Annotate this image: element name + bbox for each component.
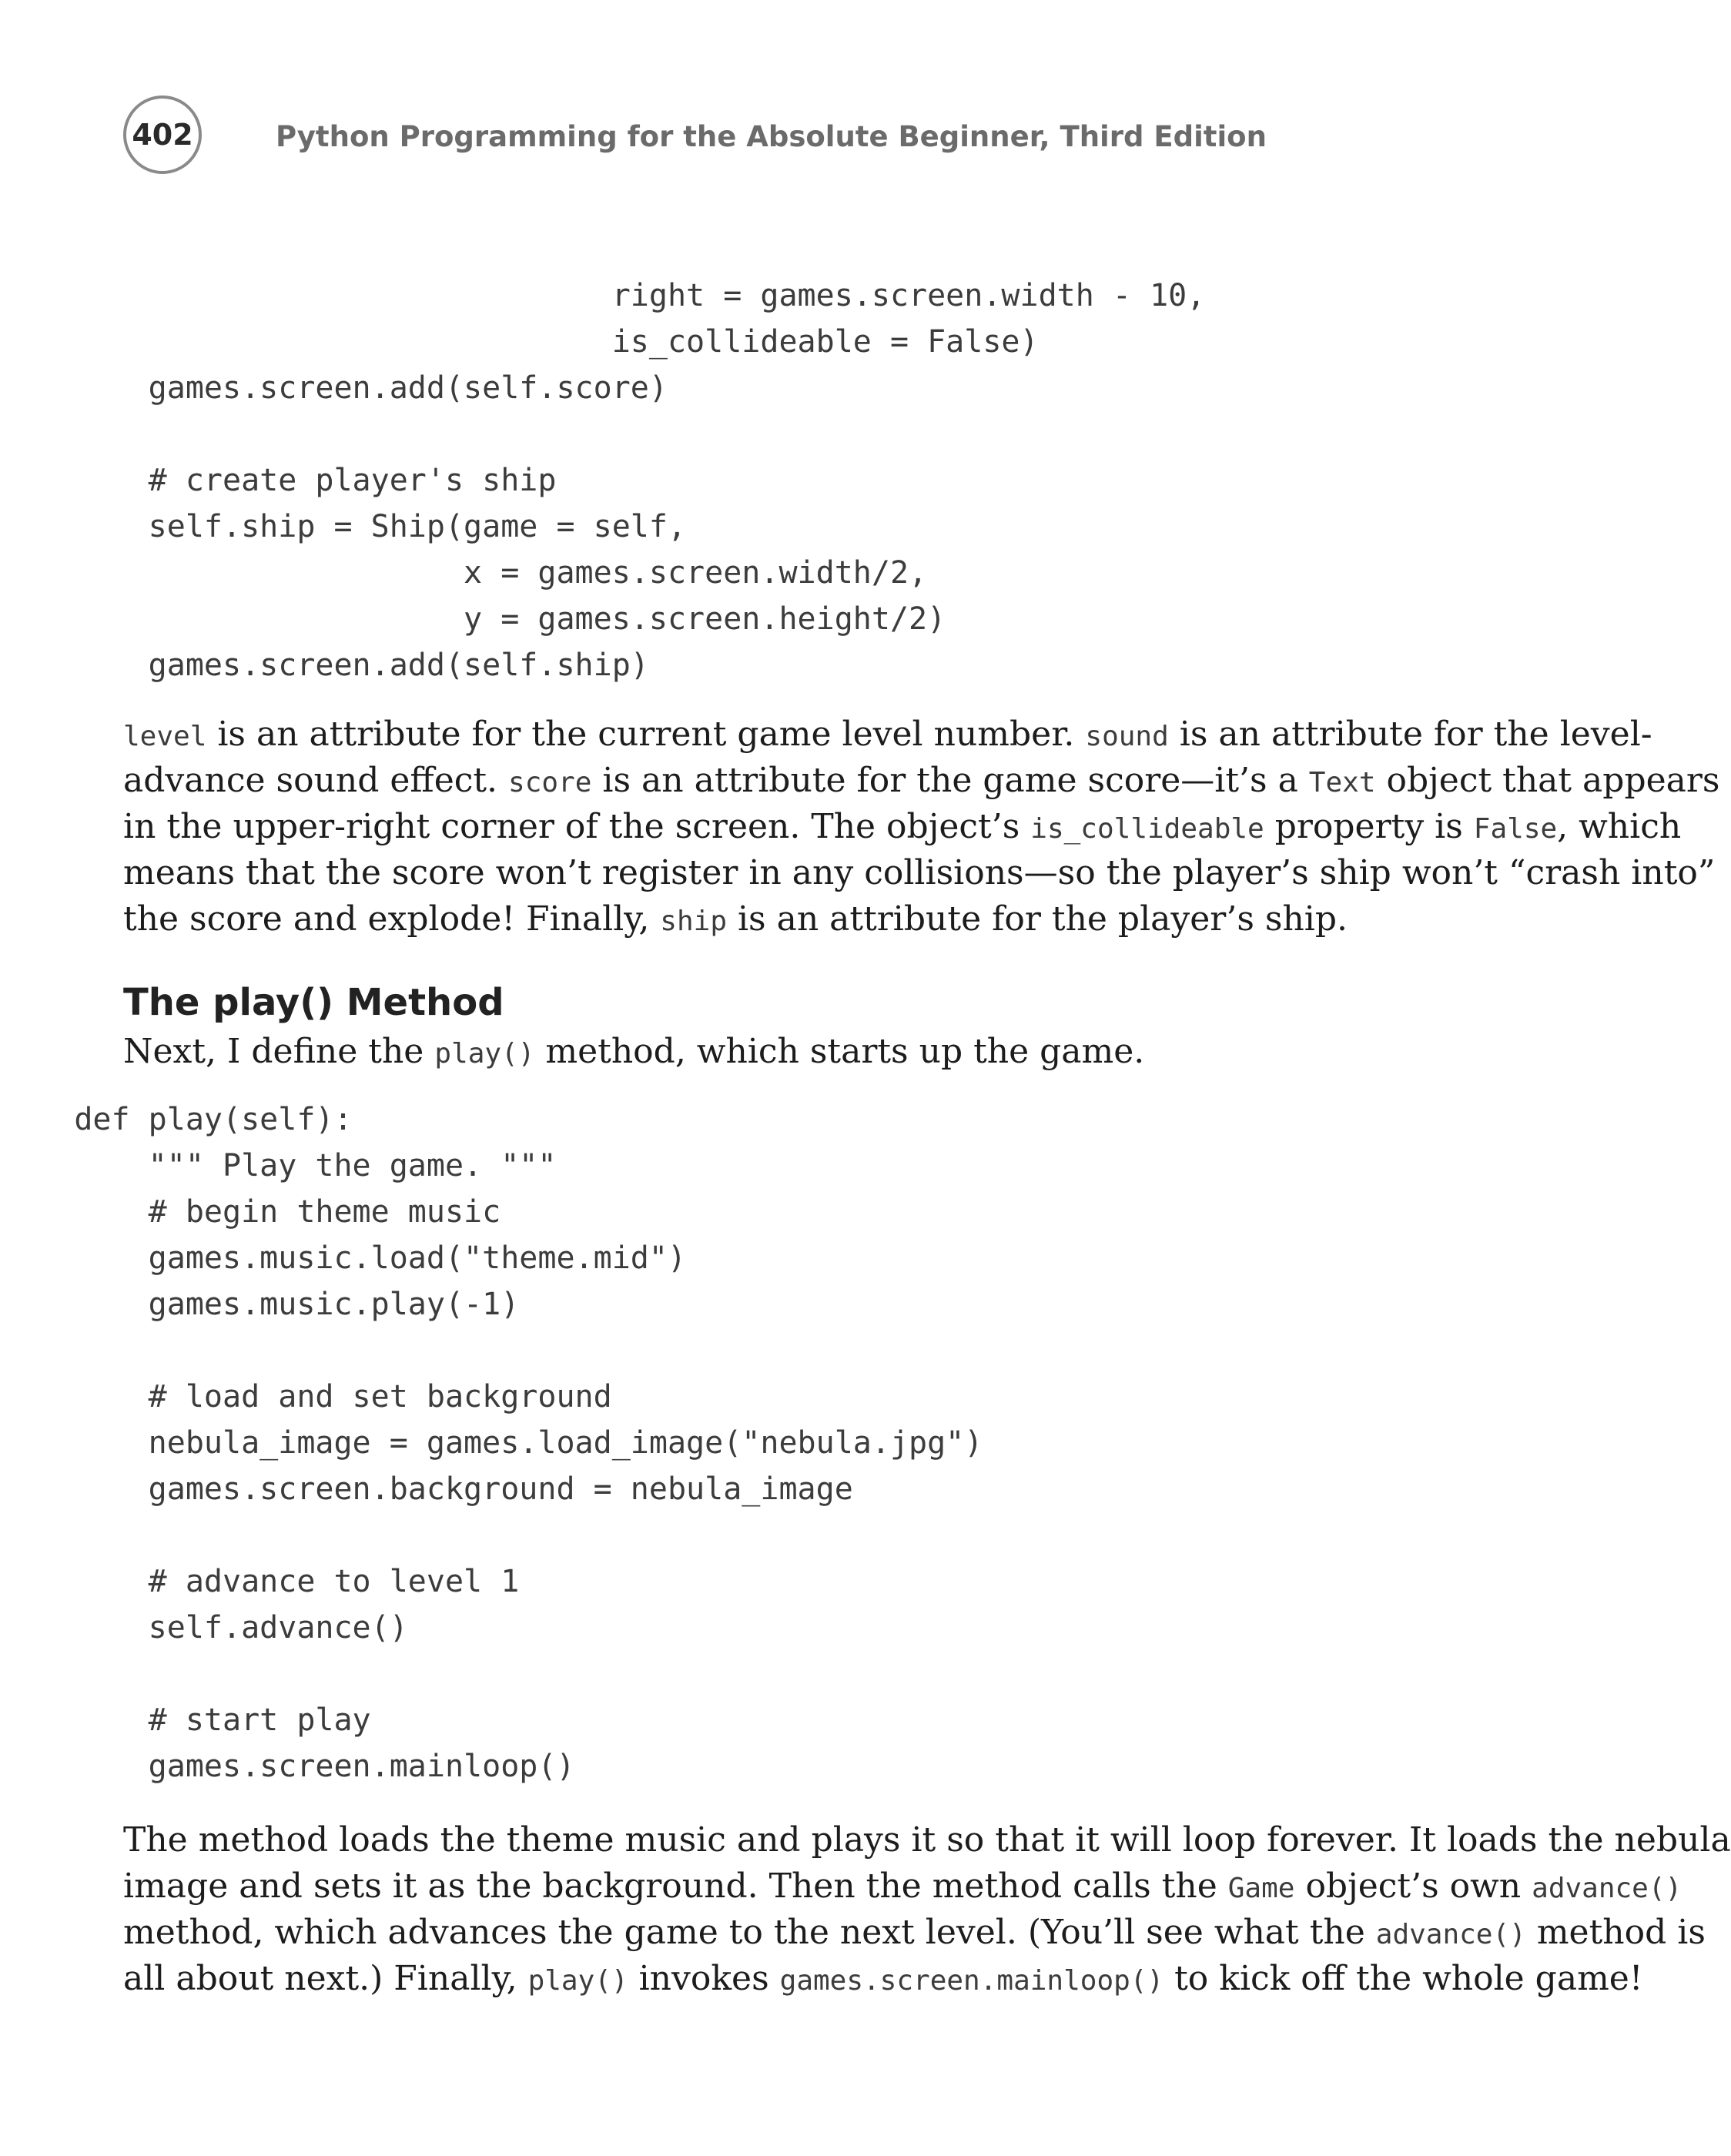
inline-code: advance() — [1532, 1873, 1682, 1904]
paragraph-line: all about next.) Finally, play() invokes games.screen.mainloop() to kick off the whole game! — [123, 1959, 1643, 1998]
code-line: games.music.play(-1) — [0, 1287, 520, 1322]
code-line — [0, 1327, 983, 1374]
inline-code: play() — [527, 1965, 628, 1997]
code-line: nebula_image = games.load_image("nebula.jpg") — [0, 1425, 983, 1461]
code-line: # advance to level 1 — [0, 1564, 520, 1599]
code-line: # create player's ship — [0, 463, 557, 498]
paragraph-play-explanation — [123, 1817, 1731, 2002]
inline-code: Text — [1308, 767, 1376, 798]
paragraph-line: the score and explode! Finally, ship is an attribute for the player’s ship. — [123, 899, 1348, 939]
code-line: is_collideable = False) — [0, 324, 1039, 360]
paragraph-attributes — [123, 711, 1720, 942]
code-line: y = games.screen.height/2) — [0, 601, 946, 637]
code-line — [0, 1651, 983, 1697]
code-line: self.ship = Ship(game = self, — [0, 509, 687, 544]
inline-code: play() — [434, 1038, 535, 1070]
code-line: # load and set background — [0, 1379, 612, 1414]
inline-code: games.screen.mainloop() — [779, 1965, 1164, 1997]
paragraph-line: advance sound effect. score is an attribute for the game score—it’s a Text object that appears — [123, 761, 1720, 800]
paragraph-line: means that the score won’t register in any collisions—so the player’s ship won’t “crash into” — [123, 853, 1716, 892]
inline-code: score — [508, 767, 592, 798]
paragraph-line: The method loads the theme music and plays it so that it will loop forever. It loads the nebula — [123, 1820, 1731, 1860]
code-line — [0, 1512, 983, 1558]
paragraph-line: image and sets it as the background. Then the method calls the Game object’s own advance() — [123, 1866, 1682, 1906]
inline-code: False — [1473, 813, 1558, 845]
inline-code: ship — [660, 906, 727, 937]
code-line: games.screen.mainloop() — [0, 1749, 575, 1784]
code-line: # begin theme music — [0, 1194, 501, 1230]
code-line: """ Play the game. """ — [0, 1148, 557, 1183]
inline-code: level — [123, 721, 207, 752]
section-heading: The play() Method — [123, 981, 504, 1024]
code-block-play-method — [0, 1096, 983, 1789]
code-line — [0, 411, 1205, 457]
inline-code: sound — [1085, 721, 1169, 752]
code-line: right = games.screen.width - 10, — [0, 278, 1206, 313]
code-line: games.screen.background = nebula_image — [0, 1471, 853, 1507]
paragraph-line: in the upper-right corner of the screen. The object’s is_collideable property is False, which — [123, 807, 1682, 846]
inline-code: is_collideable — [1030, 813, 1264, 845]
code-line: x = games.screen.width/2, — [0, 555, 928, 591]
paragraph-line: method, which advances the game to the next level. (You’ll see what the advance() method is — [123, 1913, 1706, 1952]
inline-code: Game — [1227, 1873, 1295, 1904]
code-line: self.advance() — [0, 1610, 408, 1645]
code-line: games.screen.add(self.ship) — [0, 648, 649, 683]
code-line: def play(self): — [0, 1102, 353, 1137]
paragraph-intro-play — [123, 1029, 1545, 1075]
running-head-title: Python Programming for the Absolute Beginner, Third Edition — [276, 120, 1267, 153]
page-number: 402 — [123, 95, 202, 174]
paragraph-line: Next, I define the play() method, which starts up the game. — [123, 1032, 1145, 1071]
code-line: games.music.load("theme.mid") — [0, 1240, 687, 1276]
paragraph-line: level is an attribute for the current game level number. sound is an attribute for the level- — [123, 715, 1652, 754]
inline-code: advance() — [1375, 1919, 1526, 1950]
code-block-score-ship — [0, 273, 1205, 688]
code-line: # start play — [0, 1702, 371, 1738]
code-line: games.screen.add(self.score) — [0, 370, 668, 406]
